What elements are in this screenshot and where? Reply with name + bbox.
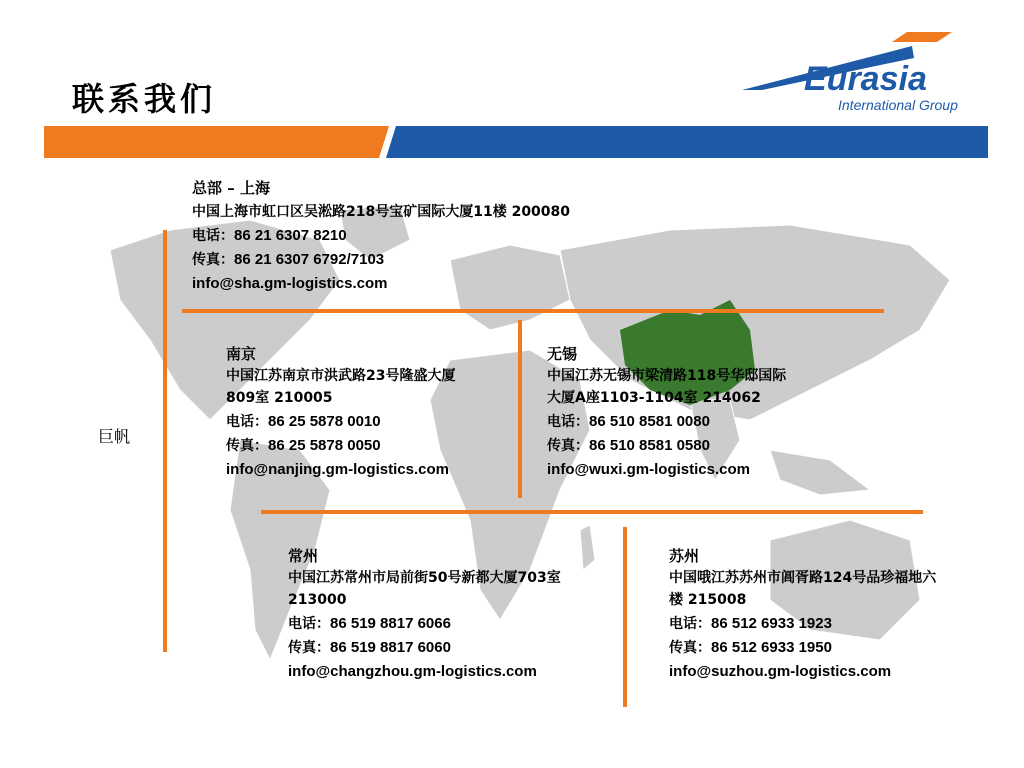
logo-sub-text: International Group xyxy=(838,97,958,113)
office-nanjing xyxy=(226,342,455,482)
email-link[interactable]: info@sha.gm-logistics.com xyxy=(192,275,388,292)
header-band xyxy=(44,126,988,158)
office-address-line2: 213000 xyxy=(288,592,347,608)
office-address-line2: 楼 215008 xyxy=(669,592,747,608)
fax-value: 86 25 5878 0050 xyxy=(268,437,381,454)
fax-value: 86 512 6933 1950 xyxy=(711,639,832,656)
tel-value: 86 21 6307 8210 xyxy=(234,227,347,244)
page-title: 联系我们 xyxy=(72,80,217,118)
office-address-line2: 809室 210005 xyxy=(226,390,333,406)
office-name: 南京 xyxy=(226,345,257,363)
office-hq-shanghai xyxy=(192,176,570,296)
fax-label: 传真： xyxy=(192,252,234,268)
office-name: 常州 xyxy=(288,547,319,565)
tel-label: 电话： xyxy=(288,616,330,632)
office-address-line1: 中国江苏常州市局前街50号新都大厦703室 xyxy=(288,570,561,586)
office-address-line1: 中国哦江苏苏州市阊胥路124号品珍福地六 xyxy=(669,570,937,586)
logo-brand-text: Eurasia xyxy=(804,60,927,98)
email-link[interactable]: info@changzhou.gm-logistics.com xyxy=(288,663,537,680)
connector-bottom-horizontal xyxy=(261,510,923,514)
office-changzhou xyxy=(288,544,561,684)
fax-label: 传真： xyxy=(288,640,330,656)
fax-value: 86 21 6307 6792/7103 xyxy=(234,251,385,268)
office-name: 总部 – 上海 xyxy=(192,179,270,197)
office-address-line2: 大厦A座1103-1104室 214062 xyxy=(547,390,761,406)
eurasia-logo xyxy=(742,28,992,118)
tel-label: 电话： xyxy=(192,228,234,244)
connector-right-vertical xyxy=(623,527,627,707)
office-address-line1: 中国江苏无锡市梁清路118号华邸国际 xyxy=(547,368,787,384)
fax-value: 86 510 8581 0580 xyxy=(589,437,710,454)
office-wuxi xyxy=(547,342,786,482)
connector-top-horizontal xyxy=(182,309,884,313)
company-name: 巨帆 xyxy=(98,427,131,446)
tel-label: 电话： xyxy=(547,414,589,430)
tel-value: 86 519 8817 6066 xyxy=(330,615,451,632)
tel-label: 电话： xyxy=(669,616,711,632)
connector-middle-vertical xyxy=(518,320,522,498)
office-name: 苏州 xyxy=(669,547,700,565)
email-link[interactable]: info@suzhou.gm-logistics.com xyxy=(669,663,892,680)
office-address: 中国上海市虹口区吴淞路218号宝矿国际大厦11楼 200080 xyxy=(192,204,571,220)
email-link[interactable]: info@wuxi.gm-logistics.com xyxy=(547,461,750,478)
office-address-line1: 中国江苏南京市洪武路23号隆盛大厦 xyxy=(226,368,456,384)
connector-left-vertical xyxy=(163,230,167,652)
tel-value: 86 510 8581 0080 xyxy=(589,413,710,430)
email-link[interactable]: info@nanjing.gm-logistics.com xyxy=(226,461,449,478)
fax-label: 传真： xyxy=(547,438,589,454)
fax-label: 传真： xyxy=(226,438,268,454)
fax-value: 86 519 8817 6060 xyxy=(330,639,451,656)
tel-label: 电话： xyxy=(226,414,268,430)
tel-value: 86 512 6933 1923 xyxy=(711,615,832,632)
tel-value: 86 25 5878 0010 xyxy=(268,413,381,430)
fax-label: 传真： xyxy=(669,640,711,656)
office-suzhou xyxy=(669,544,936,684)
office-name: 无锡 xyxy=(547,345,578,363)
